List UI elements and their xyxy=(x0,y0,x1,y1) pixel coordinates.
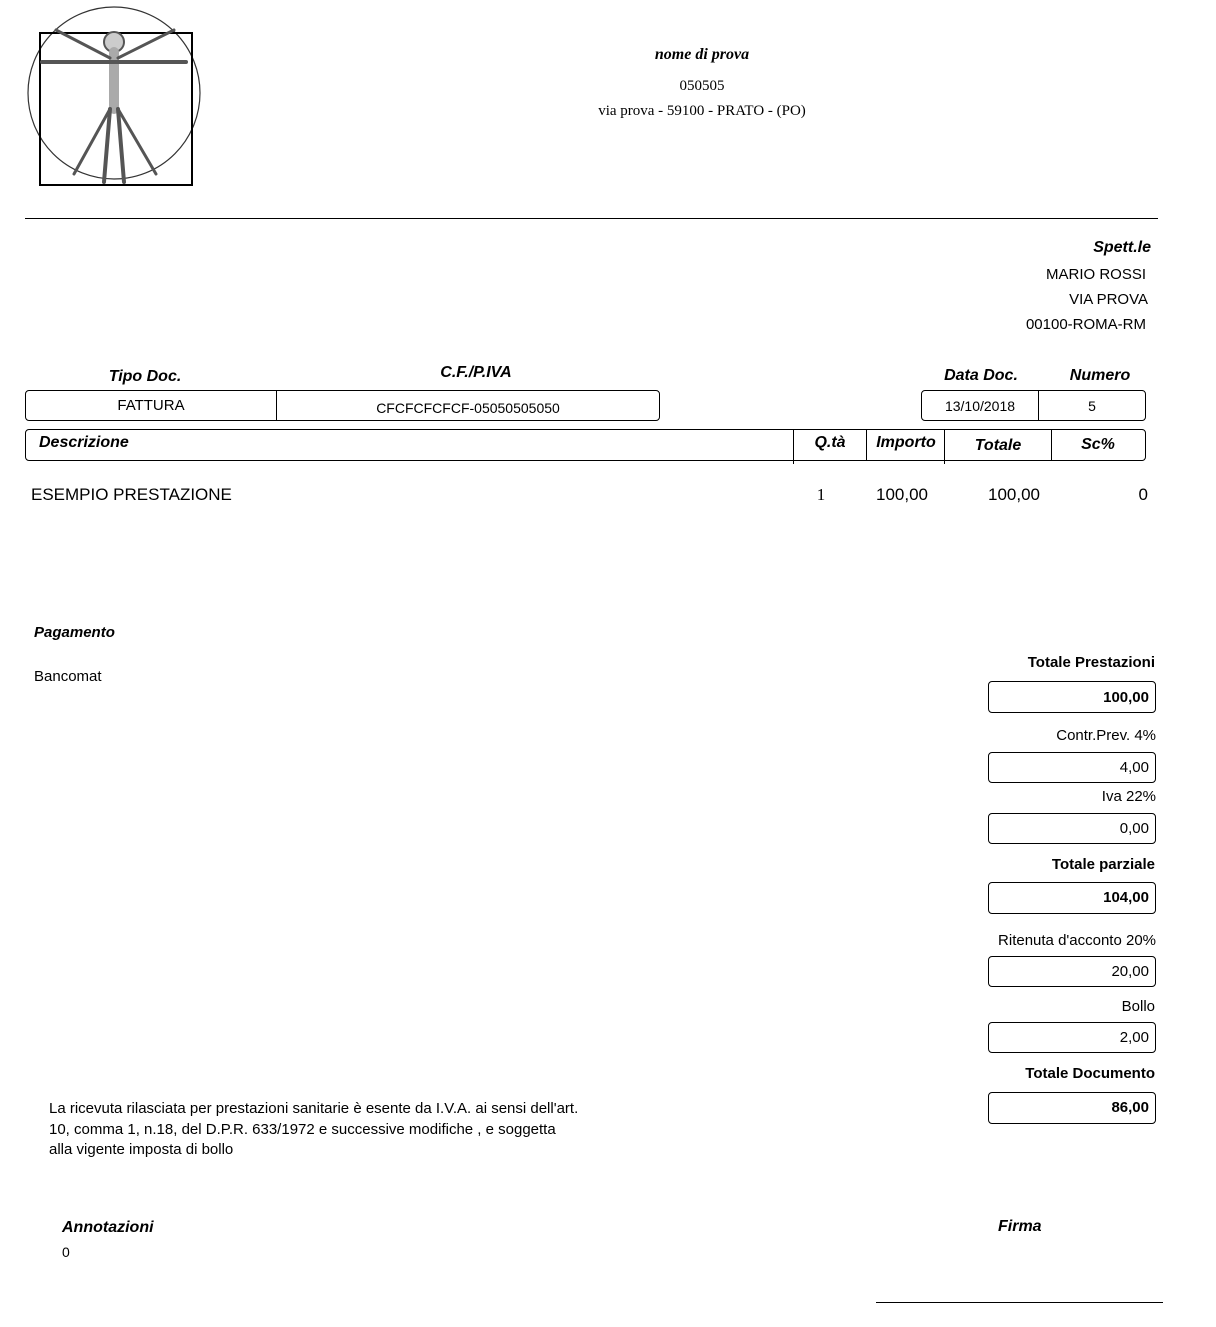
legal-note-line: 10, comma 1, n.18, del D.P.R. 633/1972 e successive modifiche , e soggetta xyxy=(49,1120,556,1138)
header-divider xyxy=(25,218,1158,219)
col-description: Descrizione xyxy=(39,434,129,451)
col-amount: Importo xyxy=(876,434,936,451)
iva-value: 0,00 xyxy=(1119,820,1149,837)
doc-date-value: 13/10/2018 xyxy=(944,398,1016,414)
ritenuta-box xyxy=(988,956,1156,987)
company-address: via prova - 59100 - PRATO - (PO) xyxy=(598,103,806,119)
ritenuta-label: Ritenuta d'acconto 20% xyxy=(998,932,1156,949)
cf-label: C.F./P.IVA xyxy=(440,364,512,381)
contr-prev-value: 4,00 xyxy=(1119,759,1149,776)
row-discount: 0 xyxy=(1138,485,1148,504)
totale-documento-box xyxy=(988,1092,1156,1124)
legal-note-line: alla vigente imposta di bollo xyxy=(49,1141,234,1158)
legal-note xyxy=(49,1099,669,1161)
signature-label: Firma xyxy=(998,1218,1042,1235)
totale-prestazioni-box xyxy=(988,681,1156,713)
ritenuta-value: 20,00 xyxy=(1111,963,1149,980)
doc-date-label: Data Doc. xyxy=(944,367,1018,384)
totale-parziale-box xyxy=(988,882,1156,914)
recipient-title: Spett.le xyxy=(1093,239,1151,256)
doc-number-label: Numero xyxy=(1069,367,1131,384)
doc-number-value: 5 xyxy=(1088,398,1096,414)
doc-info-box-right xyxy=(921,390,1146,421)
doc-type-value: FATTURA xyxy=(117,397,185,414)
col-qty: Q.tà xyxy=(814,434,846,451)
recipient-name: MARIO ROSSI xyxy=(1045,266,1146,283)
col-total: Totale xyxy=(974,437,1022,454)
col-discount: Sc% xyxy=(1081,436,1115,453)
iva-label: Iva 22% xyxy=(1101,788,1156,805)
row-description: ESEMPIO PRESTAZIONE xyxy=(31,485,232,504)
totale-prestazioni-label: Totale Prestazioni xyxy=(1027,654,1155,671)
table-header xyxy=(25,429,1146,461)
annotations-label: Annotazioni xyxy=(62,1219,154,1236)
contr-prev-label: Contr.Prev. 4% xyxy=(1056,727,1156,744)
bollo-box xyxy=(988,1022,1156,1053)
totale-parziale-label: Totale parziale xyxy=(1051,856,1155,873)
company-name: nome di prova xyxy=(654,46,750,63)
annotations-value: 0 xyxy=(62,1244,70,1260)
totale-documento-value: 86,00 xyxy=(1111,1099,1149,1116)
company-code: 050505 xyxy=(679,78,725,94)
recipient-city: 00100-ROMA-RM xyxy=(1025,316,1146,333)
payment-label: Pagamento xyxy=(34,624,115,641)
doc-info-box-left xyxy=(25,390,660,421)
totale-documento-label: Totale Documento xyxy=(1025,1065,1155,1082)
totale-prestazioni-value: 100,00 xyxy=(1103,689,1149,706)
legal-note-line: La ricevuta rilasciata per prestazioni sanitarie è esente da I.V.A. ai sensi dell'art. xyxy=(49,1100,579,1117)
signature-line xyxy=(876,1302,1163,1303)
recipient-street: VIA PROVA xyxy=(1069,291,1148,308)
table-row xyxy=(25,485,1150,509)
bollo-label: Bollo xyxy=(1121,998,1155,1015)
contr-prev-box xyxy=(988,752,1156,783)
iva-box xyxy=(988,813,1156,844)
totale-parziale-value: 104,00 xyxy=(1103,889,1149,906)
doc-type-label: Tipo Doc. xyxy=(108,368,182,385)
row-total: 100,00 xyxy=(988,485,1040,504)
logo-image xyxy=(22,4,212,190)
payment-value: Bancomat xyxy=(34,668,102,685)
row-amount: 100,00 xyxy=(876,485,928,504)
row-qty: 1 xyxy=(816,485,826,504)
bollo-value: 2,00 xyxy=(1119,1029,1149,1046)
cf-value: CFCFCFCFCF-05050505050 xyxy=(376,400,560,416)
